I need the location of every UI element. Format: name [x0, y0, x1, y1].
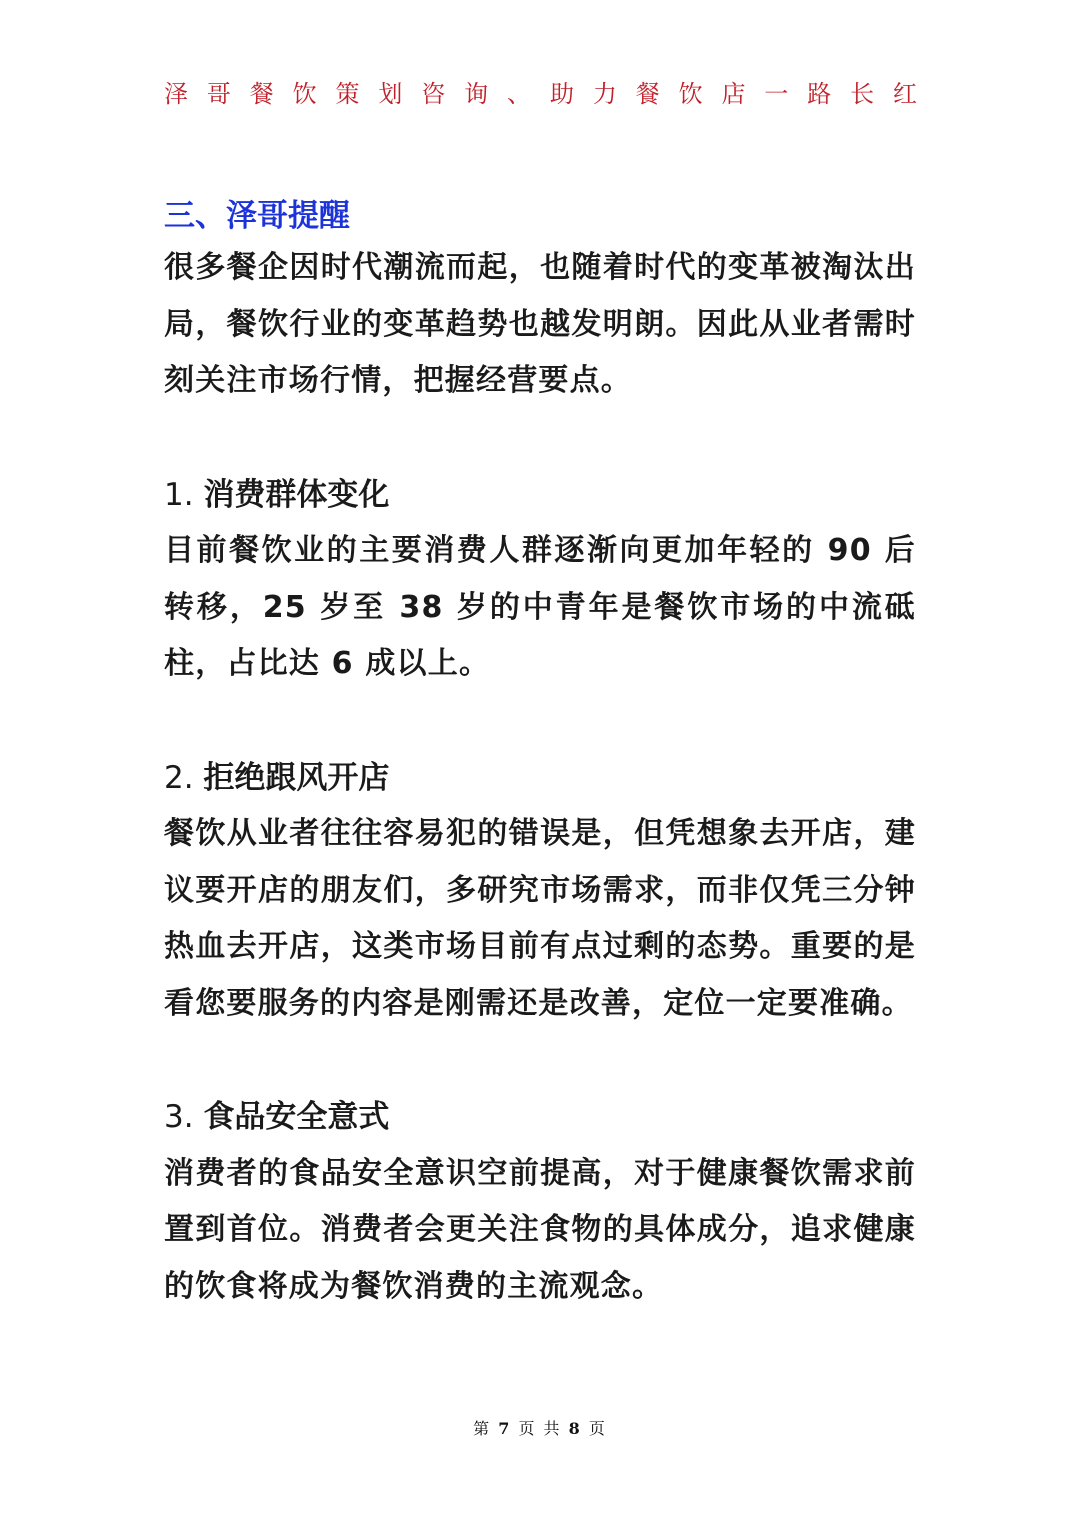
item-number: 1. — [164, 476, 194, 513]
section-heading: 三、泽哥提醒 — [164, 198, 350, 234]
footer-middle: 页 共 — [518, 1419, 562, 1438]
item-title-text: 食品安全意式 — [203, 1099, 390, 1135]
item-number: 2. — [164, 759, 194, 796]
total-pages-number: 8 — [568, 1419, 582, 1438]
list-item — [164, 467, 916, 693]
intro-paragraph: 很多餐企因时代潮流而起，也随着时代的变革被淘汰出局，餐饮行业的变革趋势也越发明朗。因此从业者需时刻关注市场行情，把握经营要点。 — [164, 250, 916, 398]
item-body: 消费者的食品安全意识空前提高，对于健康餐饮需求前置到首位。消费者会更关注食物的具体成分，追求健康的饮食将成为餐饮消费的主流观念。 — [164, 1155, 916, 1304]
item-body: 餐饮从业者往往容易犯的错误是，但凭想象去开店，建议要开店的朋友们，多研究市场需求，而非仅凭三分钟热血去开店，这类市场目前有点过剩的态势。重要的是看您要服务的内容是刚需还是改善，定位一定要准确。 — [164, 816, 916, 1021]
footer-suffix: 页 — [588, 1419, 607, 1438]
item-title — [164, 467, 916, 524]
item-title-text: 消费群体变化 — [203, 476, 390, 513]
list-item — [164, 1089, 916, 1315]
item-title — [164, 1089, 916, 1146]
list-item — [164, 750, 916, 1033]
page-header: 泽哥餐饮策划咨询、助力餐饮店一路长红 — [164, 80, 918, 108]
item-number: 3. — [164, 1099, 194, 1135]
document-body — [164, 192, 916, 1315]
item-body: 目前餐饮业的主要消费人群逐渐向更加年轻的 90 后转移，25 岁至 38 岁的中青年是餐饮市场的中流砥柱，占比达 6 成以上。 — [164, 533, 916, 681]
item-title — [164, 750, 916, 807]
footer-prefix: 第 — [473, 1419, 492, 1438]
item-title-text: 拒绝跟风开店 — [203, 759, 390, 796]
current-page-number: 7 — [498, 1419, 512, 1438]
page-footer — [0, 1416, 1080, 1439]
